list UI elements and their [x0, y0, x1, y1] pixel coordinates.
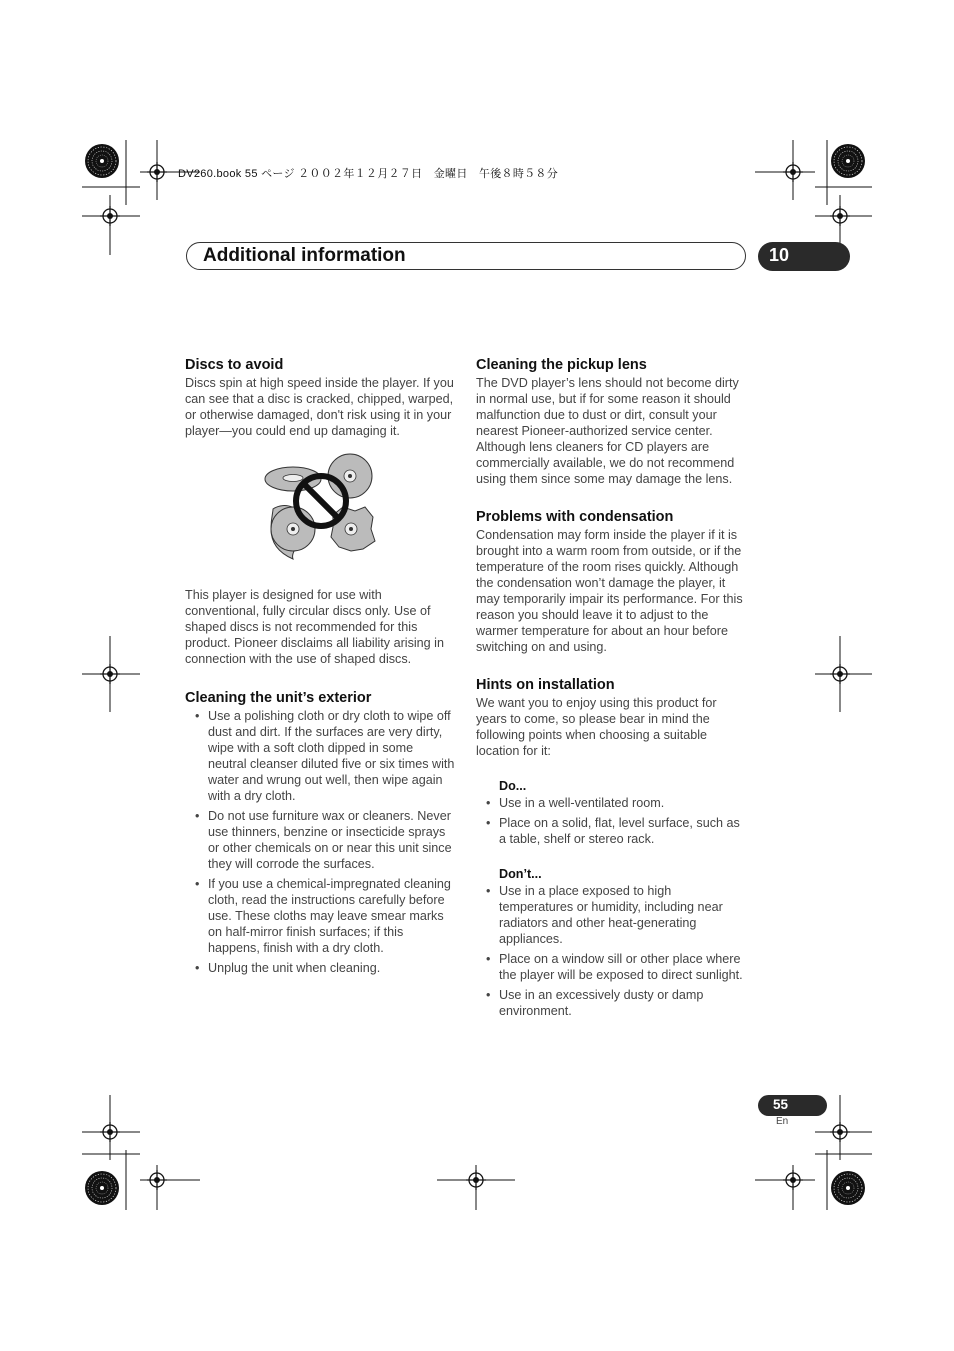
shaped-discs-prohibited-icon — [185, 451, 455, 579]
condensation-text: Condensation may form inside the player if it is brought into a warm room from outside, or if the temperature of the room rises quickly. Although the condensation won’t damage the player, it may temporarily impair its performance. For this reason you should leave it to adjust to the warmer temperature for about an hour before switching on and using. — [476, 528, 743, 654]
registration-starburst-icon — [831, 1171, 865, 1205]
page-number: 55 — [773, 1097, 789, 1112]
list-item: • Place on a window sill or other place where the player will be exposed to direct sunlight. — [476, 951, 746, 983]
list-item: • Use a polishing cloth or dry cloth to wipe off dust and dirt. If the surfaces are very dirty, wipe with a soft cloth dipped in some neutral cleanser diluted five or six times with water and wrung out well, then wipe again with a dry cloth. — [185, 708, 455, 804]
cleaning-exterior-section — [185, 690, 455, 976]
pickup-lens-section — [476, 357, 746, 487]
list-item: • Use in an excessively dusty or damp environment. — [476, 987, 746, 1019]
registration-crosshair-icon — [147, 162, 167, 182]
registration-crosshair-icon — [100, 1122, 120, 1142]
shaped-discs-text: This player is designed for use with conventional, fully circular discs only. Use of shaped discs is not recommended for this product. Pioneer disclaims all liability arising in connection with the use of shaped discs. — [185, 588, 444, 666]
registration-crosshair-icon — [830, 1122, 850, 1142]
registration-crosshair-icon — [783, 1170, 803, 1190]
cleaning-exterior-list — [185, 708, 455, 976]
pickup-lens-heading: Cleaning the pickup lens — [476, 357, 647, 373]
registration-crosshair-icon — [100, 664, 120, 684]
condensation-heading: Problems with condensation — [476, 509, 674, 525]
dont-label: Don’t... — [499, 867, 542, 881]
registration-crosshair-icon — [830, 206, 850, 226]
condensation-section — [476, 509, 746, 655]
right-column — [476, 357, 746, 1019]
print-header: DV260.book 55 ページ ２００２年１２月２７日 金曜日 午後８時５８分 — [178, 168, 559, 180]
chapter-title-bar — [186, 242, 746, 270]
chapter-number: 10 — [769, 245, 790, 265]
registration-crosshair-icon — [100, 206, 120, 226]
pickup-lens-text: The DVD player’s lens should not become dirty in normal use, but if for some reason it should malfunction due to dust or dirt, consult your nearest Pioneer-authorized service center. Although lens cleaners for CD players are commercially available, we do not recommend using them since some may damage the lens. — [476, 376, 739, 486]
registration-crosshair-icon — [783, 162, 803, 182]
left-column — [185, 357, 455, 976]
discs-to-avoid-text: Discs spin at high speed inside the player. If you can see that a disc is cracked, chipped, warped, or otherwise damaged, don't risk using it in your player—you could end up damaging it. — [185, 376, 454, 438]
discs-to-avoid-section — [185, 357, 455, 439]
language-code: En — [776, 1116, 789, 1127]
page-number-badge — [758, 1095, 827, 1116]
registration-starburst-icon — [831, 144, 865, 178]
chapter-number-badge — [758, 242, 850, 271]
do-list — [476, 795, 746, 847]
dont-list — [476, 883, 746, 1019]
discs-to-avoid-heading: Discs to avoid — [185, 357, 284, 373]
list-item: • Unplug the unit when cleaning. — [185, 960, 455, 976]
list-item: • Use in a place exposed to high temperatures or humidity, including near radiators and other heat-generating appliances. — [476, 883, 746, 947]
registration-crosshair-icon — [830, 664, 850, 684]
installation-section — [476, 677, 746, 1019]
do-label: Do... — [499, 779, 527, 793]
installation-heading: Hints on installation — [476, 677, 615, 693]
list-item: • If you use a chemical-impregnated cleaning cloth, read the instructions carefully before use. These cloths may leave smear marks on half-mirror finish surfaces; if this happens, finish with a dry cloth. — [185, 876, 455, 956]
list-item: • Place on a solid, flat, level surface, such as a table, shelf or stereo rack. — [476, 815, 746, 847]
installation-text: We want you to enjoy using this product for years to come, so please bear in mind the following points when choosing a suitable location for it: — [476, 696, 717, 758]
chapter-title: Additional information — [203, 245, 406, 266]
registration-starburst-icon — [85, 1171, 119, 1205]
registration-crosshair-icon — [147, 1170, 167, 1190]
registration-crosshair-icon — [466, 1170, 486, 1190]
cleaning-exterior-heading: Cleaning the unit’s exterior — [185, 690, 372, 706]
list-item: • Do not use furniture wax or cleaners. Never use thinners, benzine or insecticide sprays or other chemicals on or near this unit since they will corrode the surfaces. — [185, 808, 455, 872]
list-item: • Use in a well-ventilated room. — [476, 795, 746, 811]
registration-starburst-icon — [85, 144, 119, 178]
